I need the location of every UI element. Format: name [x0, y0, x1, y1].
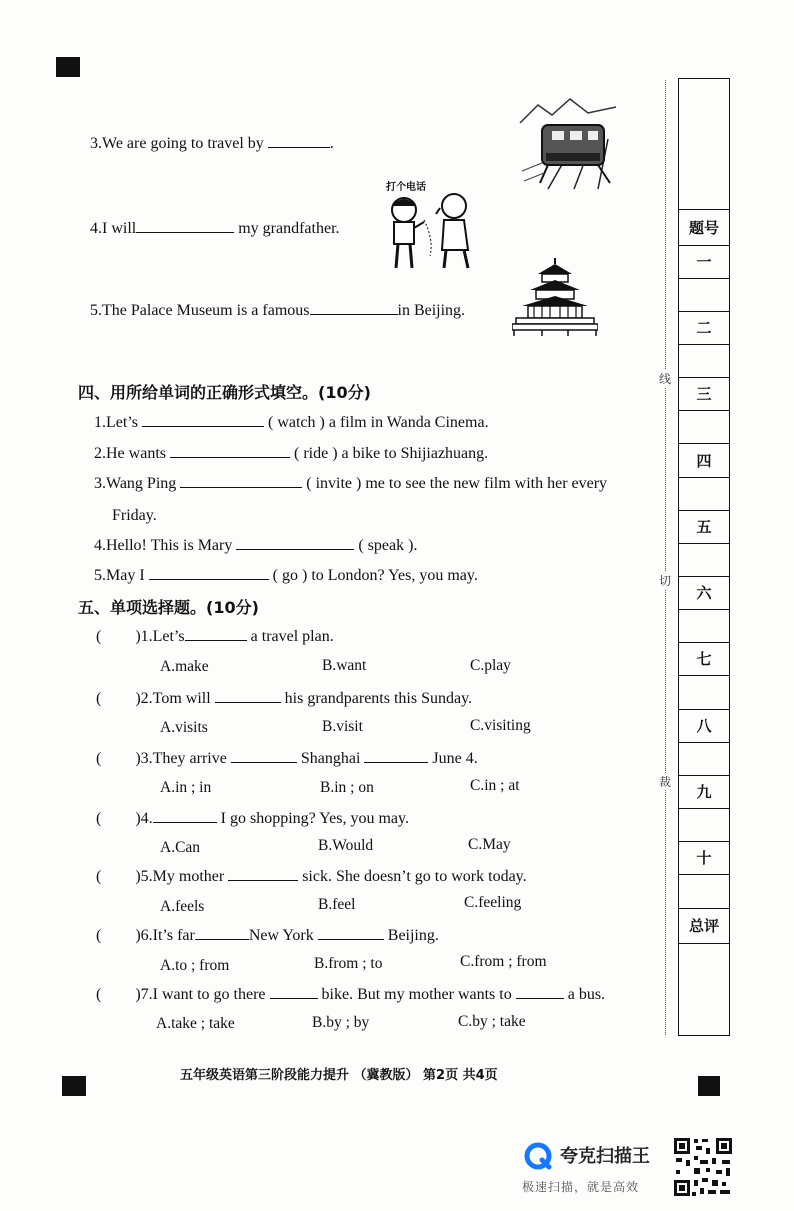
train-illustration	[518, 93, 618, 191]
answer-blank[interactable]	[310, 300, 398, 315]
option-b[interactable]: B.Would	[318, 837, 374, 854]
choice-question-2: ( )2.Tom will his grandparents this Sunday.	[96, 690, 473, 707]
scanner-logo-icon	[522, 1140, 554, 1172]
registration-mark-top-left	[56, 57, 80, 77]
score-item-7: 七	[679, 642, 729, 675]
score-header: 题号	[679, 209, 729, 245]
score-box[interactable]	[679, 808, 729, 841]
brand-name: 夸克扫描王	[560, 1146, 650, 1167]
answer-blank[interactable]	[180, 473, 302, 488]
option-a[interactable]: A.in ; in	[160, 779, 212, 796]
answer-paren[interactable]: (	[96, 927, 102, 944]
answer-blank[interactable]	[195, 925, 249, 940]
answer-paren[interactable]: (	[96, 750, 102, 767]
answer-blank[interactable]	[185, 626, 247, 641]
score-item-3: 三	[679, 377, 729, 410]
option-b[interactable]: B.by ; by	[312, 1014, 370, 1031]
cut-label-trim: 裁	[659, 775, 672, 789]
choice-question-3: ( )3.They arrive Shanghai June 4.	[96, 750, 478, 767]
picture-question-3: 3.We are going to travel by .	[90, 135, 334, 152]
score-box[interactable]	[679, 410, 729, 443]
option-b[interactable]: B.from ; to	[314, 955, 383, 972]
section-5-heading: 五、单项选择题。(10分)	[78, 598, 259, 617]
answer-blank[interactable]	[149, 565, 269, 580]
score-box[interactable]	[679, 609, 729, 642]
score-box[interactable]	[679, 477, 729, 510]
answer-paren[interactable]: (	[96, 690, 102, 707]
score-box[interactable]	[679, 675, 729, 709]
option-a[interactable]: A.to ; from	[160, 957, 230, 974]
answer-blank[interactable]	[142, 412, 264, 427]
answer-blank[interactable]	[268, 133, 330, 148]
picture-question-5: 5.The Palace Museum is a famous in Beijing.	[90, 302, 466, 319]
cut-label-cut: 切	[659, 574, 672, 588]
qr-code-icon	[672, 1136, 734, 1198]
score-item-10: 十	[679, 841, 729, 874]
answer-blank[interactable]	[136, 218, 234, 233]
page-footer: 五年级英语第三阶段能力提升 （冀教版） 第2页 共4页	[180, 1068, 498, 1083]
answer-blank[interactable]	[236, 535, 354, 550]
answer-blank[interactable]	[270, 984, 318, 999]
picture-question-4: 4.I will my grandfather.	[90, 220, 340, 237]
score-box[interactable]	[679, 278, 729, 311]
answer-blank[interactable]	[516, 984, 564, 999]
option-a[interactable]: A.Can	[160, 839, 201, 856]
section-4-heading: 四、用所给单词的正确形式填空。(10分)	[78, 383, 371, 402]
answer-blank[interactable]	[153, 808, 217, 823]
phone-call-illustration	[384, 190, 480, 270]
answer-blank[interactable]	[228, 866, 298, 881]
choice-question-4: ( )4. I go shopping? Yes, you may.	[96, 810, 409, 827]
answer-paren[interactable]: (	[96, 628, 102, 645]
cut-label-line: 线	[659, 372, 672, 386]
choice-question-7: ( )7.I want to go there bike. But my mother wants to a bus.	[96, 986, 606, 1003]
registration-mark-bottom-left	[62, 1076, 86, 1096]
score-box[interactable]	[679, 543, 729, 576]
answer-blank[interactable]	[215, 688, 281, 703]
score-item-1: 一	[679, 245, 729, 278]
score-item-9: 九	[679, 775, 729, 808]
temple-of-heaven-illustration	[512, 256, 598, 338]
option-c[interactable]: C.in ; at	[470, 777, 520, 794]
option-c[interactable]: C.May	[468, 836, 511, 853]
fill-form-item-2: 2.He wants ( ride ) a bike to Shijiazhuang.	[94, 445, 489, 462]
score-item-2: 二	[679, 311, 729, 344]
choice-question-5: ( )5.My mother sick. She doesn’t go to work today.	[96, 868, 527, 885]
brand-slogan: 极速扫描，就是高效	[522, 1180, 640, 1194]
answer-blank[interactable]	[364, 748, 428, 763]
score-box[interactable]	[679, 943, 729, 1035]
registration-mark-bottom-right	[698, 1076, 720, 1096]
score-item-6: 六	[679, 576, 729, 609]
fill-form-item-4: 4.Hello! This is Mary ( speak ).	[94, 537, 418, 554]
fill-form-item-1: 1.Let’s ( watch ) a film in Wanda Cinema.	[94, 414, 489, 431]
score-item-8: 八	[679, 709, 729, 742]
fill-form-item-3: 3.Wang Ping ( invite ) me to see the new film with her every	[94, 475, 608, 492]
option-b[interactable]: B.feel	[318, 896, 356, 913]
score-column	[678, 78, 730, 1036]
score-total: 总评	[679, 908, 729, 943]
score-item-4: 四	[679, 443, 729, 477]
option-c[interactable]: C.from ; from	[460, 953, 547, 970]
fill-form-item-3-continued: Friday.	[112, 507, 157, 524]
answer-paren[interactable]: (	[96, 810, 102, 827]
answer-paren[interactable]: (	[96, 868, 102, 885]
option-c[interactable]: C.by ; take	[458, 1013, 526, 1030]
choice-question-1: ( )1.Let’s a travel plan.	[96, 628, 334, 645]
answer-paren[interactable]: (	[96, 986, 102, 1003]
option-a[interactable]: A.make	[160, 658, 209, 675]
option-c[interactable]: C.feeling	[464, 894, 522, 911]
option-b[interactable]: B.visit	[322, 718, 363, 735]
option-a[interactable]: A.take ; take	[156, 1015, 235, 1032]
score-item-5: 五	[679, 510, 729, 543]
option-a[interactable]: A.feels	[160, 898, 205, 915]
answer-blank[interactable]	[318, 925, 384, 940]
option-c[interactable]: C.play	[470, 657, 511, 674]
option-a[interactable]: A.visits	[160, 719, 208, 736]
score-box[interactable]	[679, 742, 729, 775]
choice-question-6: ( )6.It’s far New York Beijing.	[96, 927, 439, 944]
score-box[interactable]	[679, 874, 729, 908]
option-c[interactable]: C.visiting	[470, 717, 531, 734]
cut-line	[665, 80, 666, 1035]
option-b[interactable]: B.in ; on	[320, 779, 374, 796]
fill-form-item-5: 5.May I ( go ) to London? Yes, you may.	[94, 567, 478, 584]
score-box[interactable]	[679, 344, 729, 377]
answer-blank[interactable]	[231, 748, 297, 763]
phone-caption: 打个电话	[386, 182, 426, 193]
answer-blank[interactable]	[170, 443, 290, 458]
option-b[interactable]: B.want	[322, 657, 367, 674]
